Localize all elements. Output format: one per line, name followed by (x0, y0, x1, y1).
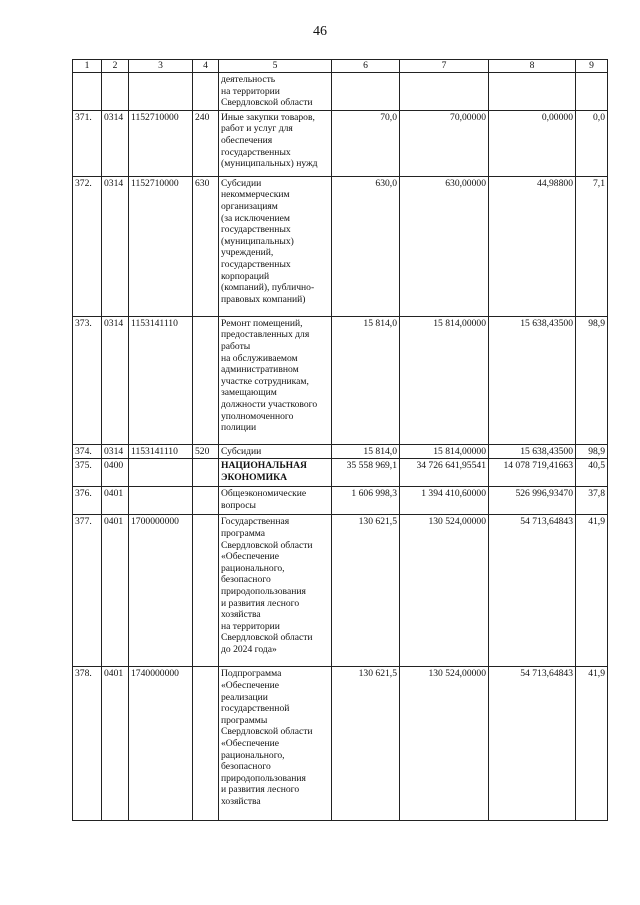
item-name: НАЦИОНАЛЬНАЯ ЭКОНОМИКА (219, 459, 332, 487)
executed-amount: 0,00000 (489, 110, 576, 176)
table-row (73, 176, 608, 316)
column-header-2: 2 (102, 60, 129, 73)
expense-type-code (193, 667, 219, 821)
adjusted-amount: 1 394 410,60000 (400, 487, 489, 515)
table-row (73, 487, 608, 515)
column-header-4: 4 (193, 60, 219, 73)
item-name: Государственная программа Свердловской области «Обеспечение рационального, безопасного природопользования и развития лесного хозяйства на территории Свердловской области до 2024 года» (219, 515, 332, 667)
item-name: Общеэкономические вопросы (219, 487, 332, 515)
section-code: 0314 (102, 110, 129, 176)
approved-amount: 630,0 (332, 176, 400, 316)
adjusted-amount (400, 73, 489, 111)
row-number (73, 73, 102, 111)
target-article-code (129, 487, 193, 515)
execution-percent: 0,0 (576, 110, 608, 176)
executed-amount: 526 996,93470 (489, 487, 576, 515)
column-header-8: 8 (489, 60, 576, 73)
expense-type-code (193, 459, 219, 487)
row-number: 376. (73, 487, 102, 515)
execution-percent: 98,9 (576, 316, 608, 444)
target-article-code: 1153141110 (129, 444, 193, 459)
target-article-code: 1153141110 (129, 316, 193, 444)
section-code: 0401 (102, 667, 129, 821)
column-header-6: 6 (332, 60, 400, 73)
adjusted-amount: 15 814,00000 (400, 316, 489, 444)
item-name: Субсидии некоммерческим организациям (за исключением государственных (муниципальных) учреждений, государственных корпораций (компаний), публично- правовых компаний) (219, 176, 332, 316)
executed-amount: 15 638,43500 (489, 444, 576, 459)
approved-amount: 130 621,5 (332, 515, 400, 667)
adjusted-amount: 130 524,00000 (400, 667, 489, 821)
column-header-9: 9 (576, 60, 608, 73)
execution-percent: 41,9 (576, 515, 608, 667)
execution-percent: 41,9 (576, 667, 608, 821)
adjusted-amount: 34 726 641,95541 (400, 459, 489, 487)
execution-percent: 7,1 (576, 176, 608, 316)
executed-amount: 44,98800 (489, 176, 576, 316)
section-code: 0314 (102, 316, 129, 444)
column-header-3: 3 (129, 60, 193, 73)
row-number: 372. (73, 176, 102, 316)
adjusted-amount: 630,00000 (400, 176, 489, 316)
executed-amount: 15 638,43500 (489, 316, 576, 444)
executed-amount: 54 713,64843 (489, 667, 576, 821)
row-number: 373. (73, 316, 102, 444)
section-code: 0400 (102, 459, 129, 487)
execution-percent: 98,9 (576, 444, 608, 459)
adjusted-amount: 15 814,00000 (400, 444, 489, 459)
approved-amount (332, 73, 400, 111)
approved-amount: 15 814,0 (332, 316, 400, 444)
expense-type-code: 630 (193, 176, 219, 316)
execution-percent: 40,5 (576, 459, 608, 487)
approved-amount: 70,0 (332, 110, 400, 176)
execution-percent: 37,8 (576, 487, 608, 515)
section-code: 0401 (102, 515, 129, 667)
executed-amount: 54 713,64843 (489, 515, 576, 667)
expense-type-code (193, 515, 219, 667)
item-name: Ремонт помещений, предоставленных для работы на обслуживаемом административном участке сотрудникам, замещающим должности участкового уполномоченного полиции (219, 316, 332, 444)
row-number: 374. (73, 444, 102, 459)
executed-amount: 14 078 719,41663 (489, 459, 576, 487)
approved-amount: 1 606 998,3 (332, 487, 400, 515)
row-number: 378. (73, 667, 102, 821)
page-number: 46 (313, 24, 327, 39)
target-article-code (129, 73, 193, 111)
target-article-code: 1152710000 (129, 110, 193, 176)
target-article-code: 1740000000 (129, 667, 193, 821)
adjusted-amount: 70,00000 (400, 110, 489, 176)
approved-amount: 15 814,0 (332, 444, 400, 459)
expense-type-code (193, 316, 219, 444)
executed-amount (489, 73, 576, 111)
item-name: Иные закупки товаров, работ и услуг для обеспечения государственных (муниципальных) нужд (219, 110, 332, 176)
approved-amount: 35 558 969,1 (332, 459, 400, 487)
approved-amount: 130 621,5 (332, 667, 400, 821)
column-header-1: 1 (73, 60, 102, 73)
section-code: 0314 (102, 176, 129, 316)
expense-type-code: 240 (193, 110, 219, 176)
column-header-7: 7 (400, 60, 489, 73)
row-number: 375. (73, 459, 102, 487)
section-code: 0314 (102, 444, 129, 459)
table-row (73, 73, 608, 111)
expense-type-code (193, 487, 219, 515)
item-name: Субсидии (219, 444, 332, 459)
item-name: деятельность на территории Свердловской области (219, 73, 332, 111)
table-row (73, 515, 608, 667)
execution-percent (576, 73, 608, 111)
expense-type-code: 520 (193, 444, 219, 459)
table-row (73, 444, 608, 459)
table-header-row (73, 60, 608, 73)
section-code (102, 73, 129, 111)
table-row (73, 110, 608, 176)
column-header-5: 5 (219, 60, 332, 73)
table-row (73, 316, 608, 444)
table-row (73, 667, 608, 821)
target-article-code (129, 459, 193, 487)
adjusted-amount: 130 524,00000 (400, 515, 489, 667)
row-number: 371. (73, 110, 102, 176)
target-article-code: 1152710000 (129, 176, 193, 316)
table-row (73, 459, 608, 487)
section-code: 0401 (102, 487, 129, 515)
budget-table (72, 59, 608, 821)
target-article-code: 1700000000 (129, 515, 193, 667)
item-name: Подпрограмма «Обеспечение реализации государственной программы Свердловской области «Обеспечение рационального, безопасного природопользования и развития лесного хозяйства (219, 667, 332, 821)
row-number: 377. (73, 515, 102, 667)
expense-type-code (193, 73, 219, 111)
